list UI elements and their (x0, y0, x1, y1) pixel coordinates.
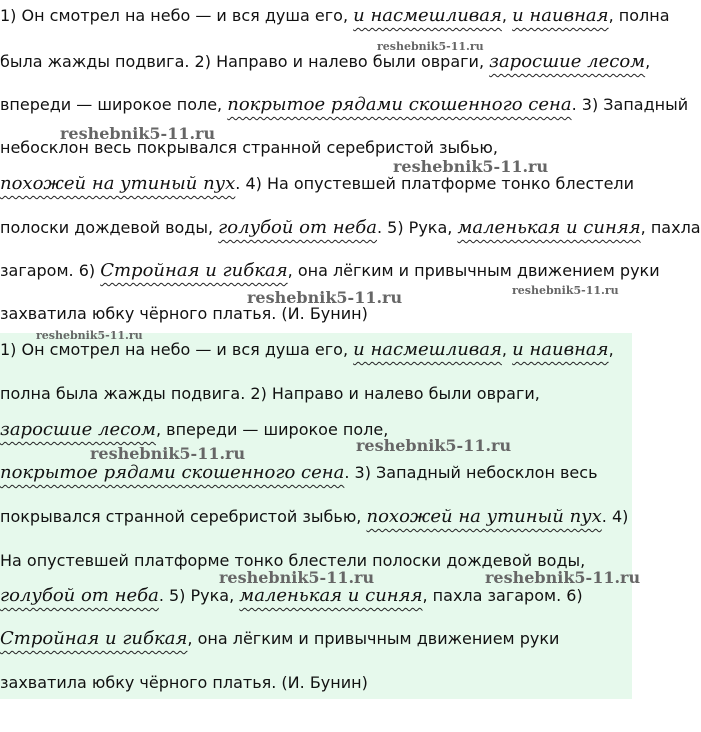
watermark: reshebnik5-11.ru (356, 436, 512, 455)
text-segment: . 5) Рука, (377, 218, 458, 237)
watermark: reshebnik5-11.ru (219, 568, 375, 587)
text-segment: полна была жажды подвига. 2) Направо и налево были овраги, (0, 384, 540, 403)
italic-phrase: и насмешливая (353, 5, 502, 26)
text-line (0, 672, 368, 694)
italic-phrase: маленькая и синяя (239, 585, 423, 606)
text-line (0, 383, 540, 405)
text-line (0, 628, 559, 650)
watermark: reshebnik5-11.ru (247, 288, 403, 307)
text-line (0, 94, 688, 116)
text-line (0, 506, 628, 528)
italic-phrase: Стройная и гибкая (100, 260, 288, 281)
italic-phrase: голубой от неба (0, 585, 159, 606)
text-line (0, 217, 701, 239)
watermark: reshebnik5-11.ru (485, 568, 641, 587)
text-segment: впереди — широкое поле, (0, 95, 228, 114)
italic-phrase: покрытое рядами скошенного сена (0, 462, 345, 483)
text-line (0, 585, 583, 607)
text-segment: полоски дождевой воды, (0, 218, 219, 237)
text-segment: захватила юбку чёрного платья. (И. Бунин) (0, 304, 368, 323)
watermark: reshebnik5-11.ru (512, 284, 619, 297)
text-line (0, 419, 388, 441)
text-segment: , полна (608, 6, 670, 25)
text-line (0, 260, 660, 282)
text-segment: , пахла загаром. 6) (422, 586, 583, 605)
text-segment: , она лёгким и привычным движением руки (287, 261, 660, 280)
text-segment: , впереди — широкое поле, (155, 420, 389, 439)
text-line (0, 51, 650, 73)
text-segment: , она лёгким и привычным движением руки (187, 629, 560, 648)
text-segment: , пахла (640, 218, 701, 237)
watermark: reshebnik5-11.ru (377, 40, 484, 53)
italic-phrase: и насмешливая (353, 339, 502, 360)
text-segment: захватила юбку чёрного платья. (И. Бунин) (0, 673, 368, 692)
text-segment: На опустевшей платформе тонко блестели полоски дождевой воды, (0, 551, 586, 570)
watermark: reshebnik5-11.ru (60, 124, 216, 143)
italic-phrase: голубой от неба (218, 217, 377, 238)
italic-phrase: похожей на утиный пух (0, 173, 236, 194)
text-segment: , (608, 340, 614, 359)
italic-phrase: заросшие лесом (0, 419, 156, 440)
text-segment: . 4) На опустевшей платформе тонко блестели (235, 174, 635, 193)
italic-phrase: покрытое рядами скошенного сена (227, 94, 572, 115)
text-segment: , (645, 52, 651, 71)
italic-phrase: маленькая и синяя (457, 217, 641, 238)
text-line (0, 339, 614, 361)
text-segment: покрывался странной серебристой зыбью, (0, 507, 367, 526)
text-line (0, 5, 670, 27)
text-segment: загаром. 6) (0, 261, 101, 280)
text-segment: . 3) Западный (571, 95, 689, 114)
italic-phrase: похожей на утиный пух (366, 506, 602, 527)
watermark: reshebnik5-11.ru (393, 157, 549, 176)
text-segment: , (501, 6, 513, 25)
text-segment: . 5) Рука, (158, 586, 240, 605)
text-line (0, 173, 634, 195)
text-segment: небосклон весь покрывался странной серебристой зыбью, (0, 138, 498, 157)
italic-phrase: и наивная (512, 339, 609, 360)
text-segment: была жажды подвига. 2) Направо и налево были овраги, (0, 52, 490, 71)
italic-phrase: и наивная (512, 5, 609, 26)
watermark: reshebnik5-11.ru (90, 444, 246, 463)
text-segment: , (501, 340, 513, 359)
text-segment: 1) Он смотрел на небо — и вся душа его, (0, 6, 354, 25)
text-segment: . 3) Западный небосклон весь (344, 463, 598, 482)
italic-phrase: заросшие лесом (489, 51, 646, 72)
watermark: reshebnik5-11.ru (36, 329, 143, 342)
italic-phrase: Стройная и гибкая (0, 628, 188, 649)
text-segment: 1) Он смотрел на небо — и вся душа его, (0, 340, 354, 359)
text-line (0, 462, 598, 484)
text-segment: . 4) (601, 507, 629, 526)
